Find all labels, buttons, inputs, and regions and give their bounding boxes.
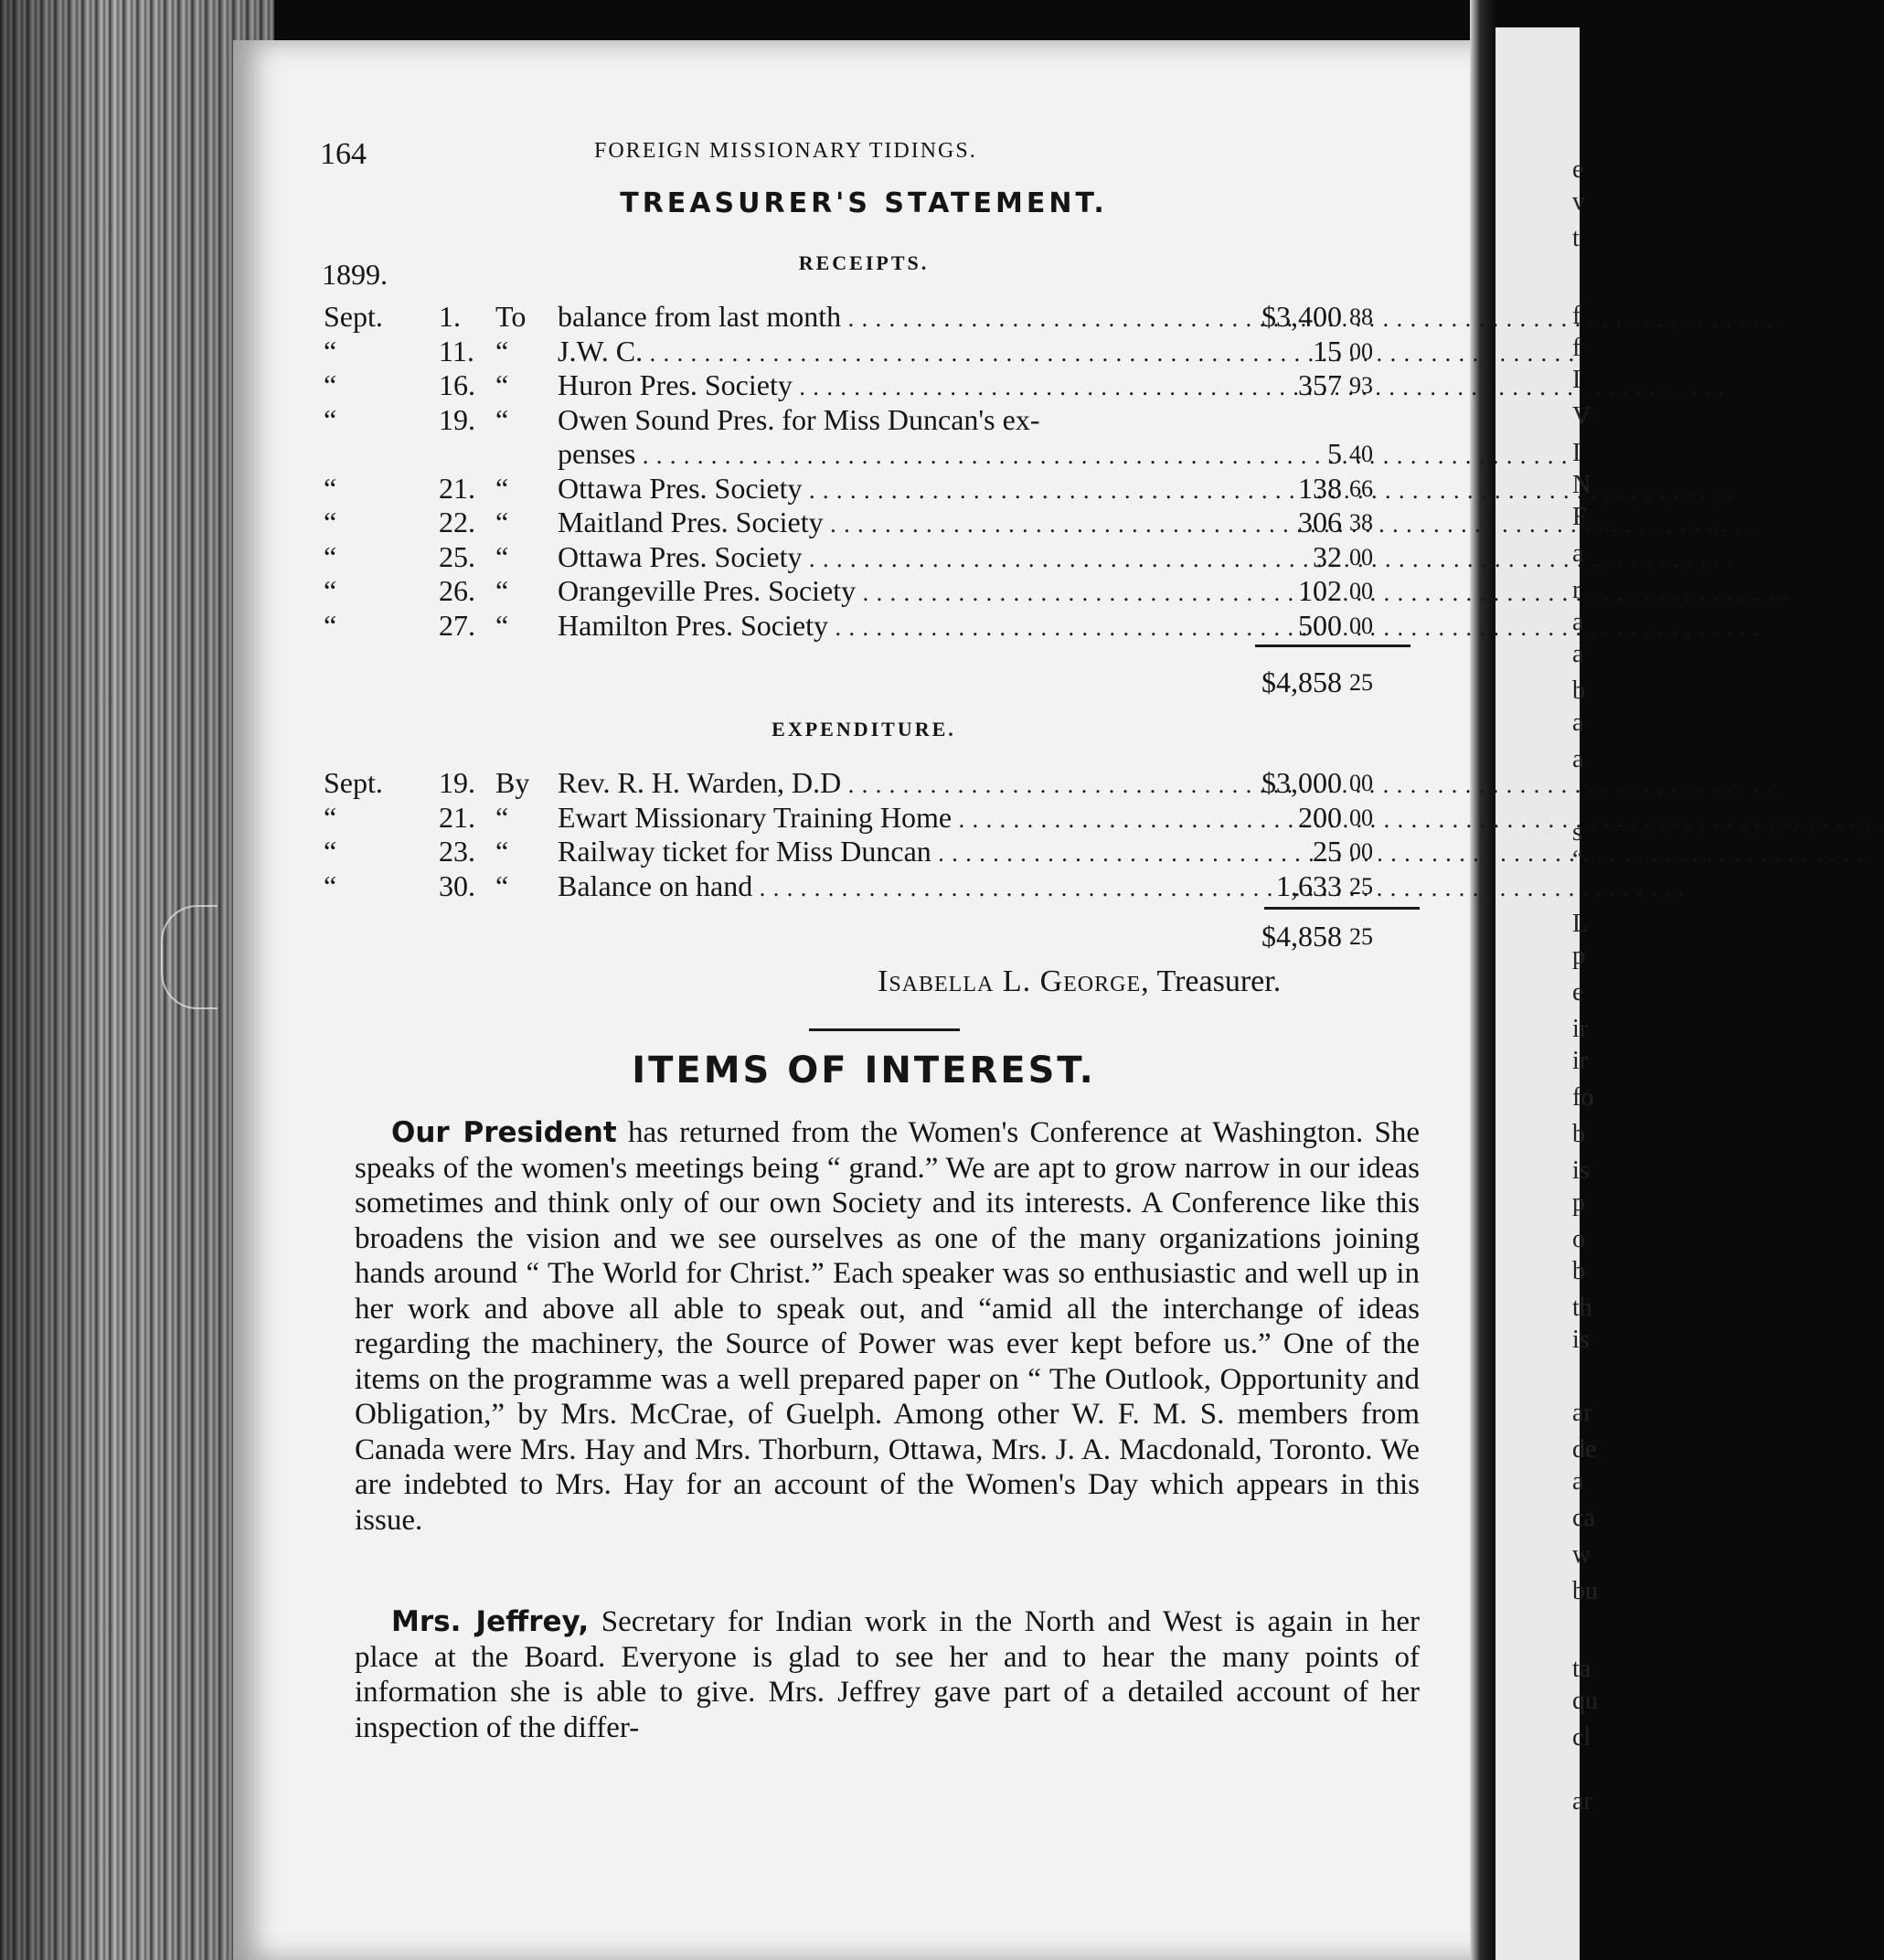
ledger-preposition: “ (495, 608, 509, 642)
ledger-cents: 25 (1349, 872, 1373, 900)
ledger-cents: 00 (1349, 612, 1373, 639)
facing-page-letter: ca (1572, 1504, 1595, 1532)
ledger-month: “ (324, 574, 337, 607)
section-divider (809, 1028, 960, 1031)
ledger-day: 25. (439, 539, 475, 573)
expenditure-total-rule (1264, 907, 1420, 910)
ledger-cents: 00 (1349, 543, 1373, 570)
ledger-day: 23. (439, 835, 475, 868)
receipts-heading: RECEIPTS. (798, 251, 930, 274)
ledger-preposition: “ (495, 539, 509, 573)
ledger-dollars: 15 (1313, 334, 1342, 368)
ledger-description: Maitland Pres. Society . . . (558, 506, 1225, 539)
ledger-day: 21. (439, 800, 475, 834)
facing-page-letter: r (1572, 576, 1581, 604)
ledger-preposition: “ (495, 506, 509, 538)
ledger-row (320, 403, 1417, 438)
ledger-row (320, 609, 1417, 644)
ledger-cents: 38 (1349, 509, 1373, 536)
ledger-cents: 00 (1349, 578, 1373, 604)
facing-page-letter: s (1572, 818, 1582, 847)
ledger-cents: 00 (1349, 770, 1373, 796)
ledger-dollars: 32 (1313, 539, 1342, 573)
ledger-row (320, 801, 1417, 836)
ledger-day: 19. (439, 402, 475, 436)
ledger-row (320, 472, 1417, 506)
facing-page-letter: e (1572, 978, 1584, 1007)
ledger-description: J.W. C. . . . (558, 335, 1225, 368)
ledger-cents: 40 (1349, 441, 1373, 467)
expenditure-heading: EXPENDITURE. (772, 718, 956, 740)
ledger-description: Railway ticket for Miss Duncan . . . (558, 835, 1225, 868)
ledger-dollars: 306 (1298, 506, 1342, 538)
ledger-preposition: “ (495, 471, 509, 505)
paragraph-text: Secretary for Indian work in the North and West is again in her place at the Board. Everyone is glad to see her and to hear the many points of information she is able to give. Mrs. Jeffrey gave part of a detailed account of her inspection of the differ- (355, 1605, 1421, 1744)
ledger-preposition: “ (495, 800, 509, 834)
facing-page-letter: f (1572, 302, 1581, 330)
ledger-month: “ (324, 471, 337, 505)
receipts-total-cents: 25 (1349, 669, 1373, 696)
ledger-description: Ottawa Pres. Society . . . (558, 472, 1225, 506)
treasurer-signature (878, 964, 1281, 999)
facing-page-letter: v (1572, 187, 1585, 216)
facing-page-letter: V (1572, 402, 1591, 431)
facing-page-letter: b (1572, 1257, 1585, 1285)
receipts-total-rule (1255, 644, 1410, 647)
facing-page-letter: N (1572, 471, 1591, 499)
page-number: 164 (320, 137, 367, 171)
facing-page-letter: F (1572, 503, 1587, 531)
ledger-description: penses . . . (558, 437, 1225, 471)
facing-page-letter: ir (1572, 1047, 1589, 1075)
paragraph-our-president (355, 1115, 1420, 1538)
facing-page-letter: a (1572, 1467, 1584, 1496)
facing-page-letter: ar (1572, 1787, 1592, 1816)
expenditure-total-dollars: $4,858 (1261, 920, 1342, 953)
facing-page-letter: fo (1572, 1083, 1594, 1112)
facing-page-letter: is (1572, 1326, 1590, 1354)
facing-page-letter: I (1572, 439, 1581, 467)
ledger-day: 16. (439, 368, 475, 401)
ledger-month: “ (324, 835, 337, 868)
facing-page-letter: a (1572, 745, 1584, 773)
ledger-cents: 66 (1349, 474, 1373, 502)
ledger-description: balance from last month . . . (558, 300, 1225, 334)
ledger-month: Sept. (324, 300, 383, 333)
ledger-day: 1. (439, 300, 461, 333)
ledger-day: 11. (439, 334, 474, 368)
ledger-month: “ (324, 539, 337, 573)
facing-page-letter: e (1572, 155, 1584, 184)
ledger-month: “ (324, 368, 337, 401)
items-of-interest-title: ITEMS OF INTEREST. (632, 1049, 1096, 1092)
book-gutter (1470, 0, 1495, 1960)
ledger-row (320, 506, 1417, 540)
facing-page-letter: a (1572, 608, 1584, 636)
receipts-total-dollars: $4,858 (1261, 666, 1342, 698)
facing-page-letter: I (1572, 366, 1581, 394)
ledger-day: 26. (439, 574, 475, 607)
paragraph-lead: Mrs. Jeffrey, (391, 1605, 590, 1638)
ledger-preposition: “ (495, 868, 509, 902)
ledger-month: “ (324, 506, 337, 538)
ledger-preposition: To (495, 300, 527, 333)
ledger-preposition: “ (495, 334, 509, 368)
facing-page-letter: “ (1572, 846, 1584, 874)
treasurer-statement-title: TREASURER'S STATEMENT. (620, 187, 1108, 219)
facing-page-letter: ta (1572, 1655, 1591, 1683)
facing-page-letter: is (1572, 1156, 1590, 1185)
ledger-description: Huron Pres. Society . . . (558, 368, 1225, 402)
ledger-month: Sept. (324, 766, 383, 799)
facing-page-letter: L (1572, 910, 1589, 938)
ledger-description: Owen Sound Pres. for Miss Duncan's ex- (558, 402, 1040, 436)
facing-page-letter: ir (1572, 1015, 1589, 1043)
ledger-description: Ewart Missionary Training Home . . . (558, 801, 1225, 835)
ledger-dollars: $3,000 (1261, 766, 1342, 799)
ledger-row (320, 300, 1417, 335)
facing-page-letter: b (1572, 1120, 1585, 1148)
ledger-preposition: “ (495, 368, 509, 401)
facing-page-letter: t (1572, 224, 1580, 252)
ledger-day: 22. (439, 506, 475, 538)
expenditure-total-cents: 25 (1349, 923, 1373, 950)
signature-name: Isabella L. George, (878, 964, 1150, 998)
ledger-description: Ottawa Pres. Society . . . (558, 540, 1225, 574)
facing-page-letter: p (1572, 942, 1585, 970)
ledger-preposition: “ (495, 835, 509, 868)
ledger-cents: 00 (1349, 838, 1373, 865)
ledger-dollars: 25 (1313, 835, 1342, 868)
ledger-description: Rev. R. H. Warden, D.D . . . (558, 766, 1225, 800)
facing-page-letter: th (1572, 1294, 1592, 1322)
facing-page-letter: b (1572, 676, 1585, 705)
ledger-dollars: 5 (1327, 437, 1342, 470)
ledger-day: 21. (439, 471, 475, 505)
ledger-day: 30. (439, 868, 475, 902)
ledger-row (320, 835, 1417, 869)
ledger-cents: 00 (1349, 804, 1373, 831)
facing-page-letter: bu (1572, 1577, 1598, 1605)
ledger-cents: 88 (1349, 304, 1373, 330)
statement-year: 1899. (322, 258, 388, 291)
facing-page-letter: a (1572, 539, 1584, 568)
ledger-row (320, 335, 1417, 369)
facing-page-letter: f (1572, 334, 1581, 362)
ledger-dollars: 357 (1298, 368, 1342, 401)
ledger-dollars: 500 (1298, 608, 1342, 642)
ledger-dollars: 138 (1298, 471, 1342, 505)
signature-title: Treasurer. (1156, 964, 1282, 998)
ledger-preposition: “ (495, 402, 509, 436)
ledger-row (320, 574, 1417, 609)
running-head (320, 137, 1417, 174)
ledger-month: “ (324, 334, 337, 368)
facing-page-letter: cl (1572, 1723, 1591, 1752)
paragraph-mrs-jeffrey (355, 1604, 1420, 1745)
ledger-day: 19. (439, 766, 475, 799)
facing-page-letter: w (1572, 1540, 1591, 1569)
ledger-row (320, 368, 1417, 403)
ledger-row (320, 437, 1417, 472)
ledger-preposition: “ (495, 574, 509, 607)
ledger-dollars: 102 (1298, 574, 1342, 607)
facing-page-letter: de (1572, 1435, 1597, 1464)
facing-page-letter: ar (1572, 1399, 1592, 1427)
ledger-description: Hamilton Pres. Society . . . (558, 609, 1225, 643)
ledger-row (320, 869, 1417, 904)
paragraph-text: has returned from the Women's Conference at Washington. She speaks of the women's meetings being “ grand.” We are apt to grow narrow in our ideas sometimes and think only of our own Society and its interests. A Conference like this broadens the vision and we see ourselves as one of the many organizations joining hands around “ The World for Christ.” Each speaker was so enthusiastic and well up in her work and above all able to speak out, and “amid all the interchange of ideas regarding the machinery, the Source of Power was ever kept before us.” One of the items on the programme was a well prepared paper on “ The Outlook, Opportunity and Obligation,” by Mrs. McCrae, of Guelph. Among other W. F. M. S. members from Canada were Mrs. Hay and Mrs. Thorburn, Ottawa, Mrs. J. A. Macdonald, Toronto. We are indebted to Mrs. Hay for an account of the Women's Day which appears in this issue. (355, 1116, 1421, 1537)
ledger-dollars: $3,400 (1261, 300, 1342, 333)
running-title: FOREIGN MISSIONARY TIDINGS. (594, 139, 977, 163)
ledger-month: “ (324, 868, 337, 902)
ledger-description: Orangeville Pres. Society . . . (558, 574, 1225, 608)
facing-page-letter: a (1572, 640, 1584, 668)
facing-page-letter: p (1572, 1188, 1585, 1217)
ledger-month: “ (324, 608, 337, 642)
facing-page-letter: o (1572, 1225, 1585, 1253)
library-stamp-mark (161, 905, 218, 1009)
ledger-cents: 00 (1349, 337, 1373, 365)
ledger-dollars: 1,633 (1276, 868, 1342, 902)
ledger-row (320, 766, 1417, 801)
ledger-month: “ (324, 402, 337, 436)
ledger-row (320, 540, 1417, 575)
ledger-preposition: By (495, 766, 530, 799)
ledger-month: “ (324, 800, 337, 834)
ledger-day: 27. (439, 608, 475, 642)
facing-page-letter: a (1572, 708, 1584, 737)
paragraph-lead: Our President (391, 1116, 617, 1149)
ledger-dollars: 200 (1298, 800, 1342, 834)
ledger-description: Balance on hand . . . (558, 869, 1225, 903)
facing-page-letter: qu (1572, 1687, 1598, 1715)
ledger-cents: 93 (1349, 372, 1373, 399)
